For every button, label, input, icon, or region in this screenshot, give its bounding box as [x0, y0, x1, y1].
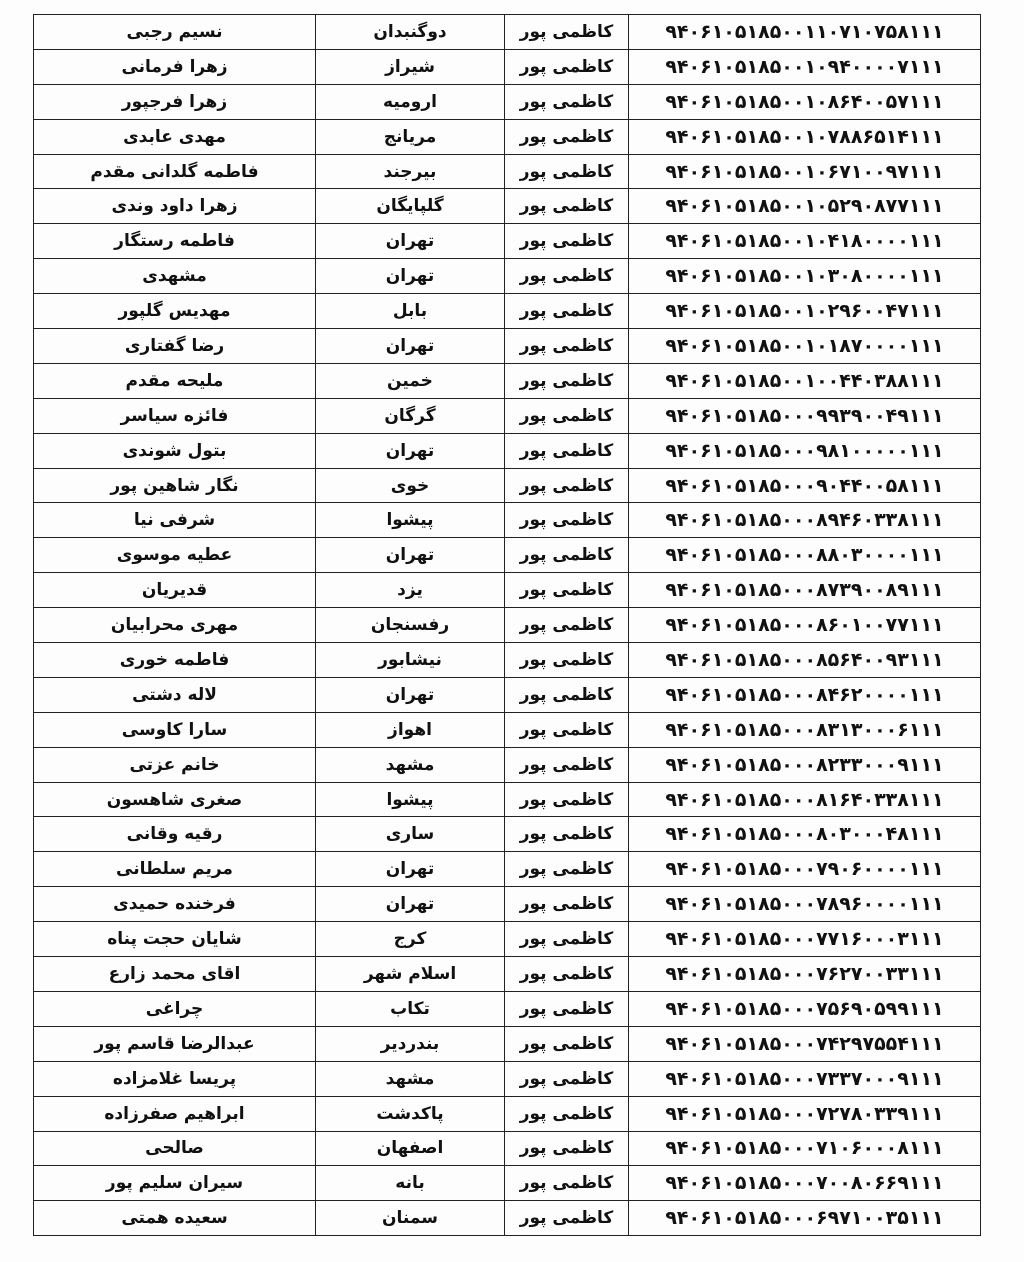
agent-cell: کاظمی پور	[505, 643, 629, 678]
agent-cell: کاظمی پور	[505, 433, 629, 468]
tracking-code-cell: ۹۴۰۶۱۰۵۱۸۵۰۰۰۷۱۰۶۰۰۰۸۱۱۱	[629, 1131, 981, 1166]
agent-cell: کاظمی پور	[505, 1061, 629, 1096]
table-row	[34, 84, 981, 119]
recipient-name-cell: صغری شاهسون	[34, 782, 316, 817]
table-row	[34, 1131, 981, 1166]
city-cell: تهران	[316, 538, 505, 573]
agent-cell: کاظمی پور	[505, 84, 629, 119]
table-row	[34, 608, 981, 643]
recipient-name-cell: خانم عزتی	[34, 747, 316, 782]
tracking-code-cell: ۹۴۰۶۱۰۵۱۸۵۰۰۰۸۷۳۹۰۰۸۹۱۱۱	[629, 573, 981, 608]
city-cell: ارومیه	[316, 84, 505, 119]
tracking-code-cell: ۹۴۰۶۱۰۵۱۸۵۰۰۰۸۳۱۳۰۰۰۶۱۱۱	[629, 712, 981, 747]
table-row	[34, 887, 981, 922]
agent-cell: کاظمی پور	[505, 677, 629, 712]
table-row	[34, 643, 981, 678]
agent-cell: کاظمی پور	[505, 957, 629, 992]
tracking-code-cell: ۹۴۰۶۱۰۵۱۸۵۰۰۰۷۴۲۹۷۵۵۴۱۱۱	[629, 1026, 981, 1061]
city-cell: تهران	[316, 677, 505, 712]
agent-cell: کاظمی پور	[505, 1201, 629, 1236]
agent-cell: کاظمی پور	[505, 573, 629, 608]
recipient-name-cell: سارا کاوسی	[34, 712, 316, 747]
city-cell: خوی	[316, 468, 505, 503]
table-row	[34, 922, 981, 957]
table-row	[34, 398, 981, 433]
recipient-name-cell: مهدی عابدی	[34, 119, 316, 154]
table-row	[34, 817, 981, 852]
tracking-code-cell: ۹۴۰۶۱۰۵۱۸۵۰۰۰۸۰۳۰۰۰۴۸۱۱۱	[629, 817, 981, 852]
city-cell: پیشوا	[316, 503, 505, 538]
recipient-name-cell: مهری محرابیان	[34, 608, 316, 643]
tracking-code-cell: ۹۴۰۶۱۰۵۱۸۵۰۰۱۰۴۱۸۰۰۰۰۱۱۱	[629, 224, 981, 259]
tracking-code-cell: ۹۴۰۶۱۰۵۱۸۵۰۰۰۸۴۶۲۰۰۰۰۱۱۱	[629, 677, 981, 712]
city-cell: رفسنجان	[316, 608, 505, 643]
table-row	[34, 49, 981, 84]
agent-cell: کاظمی پور	[505, 224, 629, 259]
recipient-name-cell: چراغی	[34, 991, 316, 1026]
city-cell: پاکدشت	[316, 1096, 505, 1131]
recipient-name-cell: مریم سلطانی	[34, 852, 316, 887]
recipient-name-cell: فاطمه گلدانی مقدم	[34, 154, 316, 189]
table-row	[34, 1201, 981, 1236]
city-cell: اصفهان	[316, 1131, 505, 1166]
table-row	[34, 957, 981, 992]
city-cell: تهران	[316, 887, 505, 922]
recipient-name-cell: شرفی نیا	[34, 503, 316, 538]
city-cell: ساری	[316, 817, 505, 852]
recipient-name-cell: زهرا فرجپور	[34, 84, 316, 119]
table-row	[34, 433, 981, 468]
table-row	[34, 677, 981, 712]
agent-cell: کاظمی پور	[505, 1131, 629, 1166]
agent-cell: کاظمی پور	[505, 154, 629, 189]
agent-cell: کاظمی پور	[505, 782, 629, 817]
city-cell: خمین	[316, 363, 505, 398]
recipient-name-cell: نسیم رجبی	[34, 15, 316, 50]
recipient-name-cell: نگار شاهین پور	[34, 468, 316, 503]
tracking-code-cell: ۹۴۰۶۱۰۵۱۸۵۰۰۰۷۳۳۷۰۰۰۹۱۱۱	[629, 1061, 981, 1096]
table-row	[34, 747, 981, 782]
tracking-code-cell: ۹۴۰۶۱۰۵۱۸۵۰۰۰۷۰۰۸۰۶۶۹۱۱۱	[629, 1166, 981, 1201]
tracking-code-cell: ۹۴۰۶۱۰۵۱۸۵۰۰۰۷۸۹۶۰۰۰۰۱۱۱	[629, 887, 981, 922]
agent-cell: کاظمی پور	[505, 189, 629, 224]
city-cell: نیشابور	[316, 643, 505, 678]
tracking-code-cell: ۹۴۰۶۱۰۵۱۸۵۰۰۱۰۷۸۸۶۵۱۴۱۱۱	[629, 119, 981, 154]
table-row	[34, 15, 981, 50]
city-cell: اسلام شهر	[316, 957, 505, 992]
table-row	[34, 259, 981, 294]
table-row	[34, 294, 981, 329]
tracking-code-cell: ۹۴۰۶۱۰۵۱۸۵۰۰۰۷۵۶۹۰۵۹۹۱۱۱	[629, 991, 981, 1026]
agent-cell: کاظمی پور	[505, 329, 629, 364]
tracking-code-cell: ۹۴۰۶۱۰۵۱۸۵۰۰۱۰۶۷۱۰۰۹۷۱۱۱	[629, 154, 981, 189]
city-cell: کرج	[316, 922, 505, 957]
city-cell: مریانج	[316, 119, 505, 154]
table-row	[34, 782, 981, 817]
agent-cell: کاظمی پور	[505, 608, 629, 643]
table-row	[34, 538, 981, 573]
tracking-code-cell: ۹۴۰۶۱۰۵۱۸۵۰۰۰۸۵۶۴۰۰۹۳۱۱۱	[629, 643, 981, 678]
agent-cell: کاظمی پور	[505, 49, 629, 84]
table-row	[34, 503, 981, 538]
tracking-code-cell: ۹۴۰۶۱۰۵۱۸۵۰۰۱۰۲۹۶۰۰۴۷۱۱۱	[629, 294, 981, 329]
tracking-code-cell: ۹۴۰۶۱۰۵۱۸۵۰۰۰۷۲۷۸۰۳۳۹۱۱۱	[629, 1096, 981, 1131]
recipient-name-cell: عبدالرضا قاسم پور	[34, 1026, 316, 1061]
recipient-name-cell: عطیه موسوی	[34, 538, 316, 573]
city-cell: گرگان	[316, 398, 505, 433]
recipient-name-cell: زهرا داود وندی	[34, 189, 316, 224]
table-row	[34, 1096, 981, 1131]
city-cell: تکاب	[316, 991, 505, 1026]
tracking-code-cell: ۹۴۰۶۱۰۵۱۸۵۰۰۱۰۹۴۰۰۰۰۷۱۱۱	[629, 49, 981, 84]
table-row	[34, 468, 981, 503]
agent-cell: کاظمی پور	[505, 294, 629, 329]
agent-cell: کاظمی پور	[505, 363, 629, 398]
city-cell: سمنان	[316, 1201, 505, 1236]
records-table	[33, 14, 981, 1236]
table-row	[34, 712, 981, 747]
recipient-name-cell: فرخنده حمیدی	[34, 887, 316, 922]
city-cell: تهران	[316, 259, 505, 294]
tracking-code-cell: ۹۴۰۶۱۰۵۱۸۵۰۰۱۰۳۰۸۰۰۰۰۱۱۱	[629, 259, 981, 294]
table-row	[34, 329, 981, 364]
city-cell: پیشوا	[316, 782, 505, 817]
table-row	[34, 154, 981, 189]
agent-cell: کاظمی پور	[505, 468, 629, 503]
city-cell: مشهد	[316, 747, 505, 782]
tracking-code-cell: ۹۴۰۶۱۰۵۱۸۵۰۰۰۹۸۱۰۰۰۰۰۱۱۱	[629, 433, 981, 468]
table-row	[34, 573, 981, 608]
agent-cell: کاظمی پور	[505, 817, 629, 852]
agent-cell: کاظمی پور	[505, 887, 629, 922]
recipient-name-cell: فائزه سیاسر	[34, 398, 316, 433]
table-row	[34, 1061, 981, 1096]
city-cell: یزد	[316, 573, 505, 608]
recipient-name-cell: زهرا فرمانی	[34, 49, 316, 84]
agent-cell: کاظمی پور	[505, 538, 629, 573]
agent-cell: کاظمی پور	[505, 259, 629, 294]
table-row	[34, 1026, 981, 1061]
recipient-name-cell: اقای محمد زارع	[34, 957, 316, 992]
agent-cell: کاظمی پور	[505, 1166, 629, 1201]
city-cell: اهواز	[316, 712, 505, 747]
recipient-name-cell: ابراهیم صفرزاده	[34, 1096, 316, 1131]
tracking-code-cell: ۹۴۰۶۱۰۵۱۸۵۰۰۰۷۶۲۷۰۰۳۳۱۱۱	[629, 957, 981, 992]
city-cell: مشهد	[316, 1061, 505, 1096]
tracking-code-cell: ۹۴۰۶۱۰۵۱۸۵۰۰۰۹۹۳۹۰۰۴۹۱۱۱	[629, 398, 981, 433]
records-table-body	[34, 15, 981, 1236]
recipient-name-cell: فاطمه خوری	[34, 643, 316, 678]
tracking-code-cell: ۹۴۰۶۱۰۵۱۸۵۰۰۰۸۸۰۳۰۰۰۰۱۱۱	[629, 538, 981, 573]
agent-cell: کاظمی پور	[505, 991, 629, 1026]
city-cell: تهران	[316, 852, 505, 887]
table-row	[34, 189, 981, 224]
tracking-code-cell: ۹۴۰۶۱۰۵۱۸۵۰۰۰۹۰۴۴۰۰۵۸۱۱۱	[629, 468, 981, 503]
city-cell: بیرجند	[316, 154, 505, 189]
tracking-code-cell: ۹۴۰۶۱۰۵۱۸۵۰۰۰۸۲۳۳۰۰۰۹۱۱۱	[629, 747, 981, 782]
tracking-code-cell: ۹۴۰۶۱۰۵۱۸۵۰۰۰۸۶۰۱۰۰۷۷۱۱۱	[629, 608, 981, 643]
tracking-code-cell: ۹۴۰۶۱۰۵۱۸۵۰۰۱۰۸۶۴۰۰۵۷۱۱۱	[629, 84, 981, 119]
recipient-name-cell: سیران سلیم پور	[34, 1166, 316, 1201]
agent-cell: کاظمی پور	[505, 503, 629, 538]
agent-cell: کاظمی پور	[505, 398, 629, 433]
agent-cell: کاظمی پور	[505, 747, 629, 782]
recipient-name-cell: صالحی	[34, 1131, 316, 1166]
recipient-name-cell: پریسا غلامزاده	[34, 1061, 316, 1096]
recipient-name-cell: بتول شوندی	[34, 433, 316, 468]
table-row	[34, 119, 981, 154]
city-cell: بابل	[316, 294, 505, 329]
recipient-name-cell: لاله دشتی	[34, 677, 316, 712]
tracking-code-cell: ۹۴۰۶۱۰۵۱۸۵۰۰۰۷۷۱۶۰۰۰۳۱۱۱	[629, 922, 981, 957]
agent-cell: کاظمی پور	[505, 922, 629, 957]
table-row	[34, 1166, 981, 1201]
tracking-code-cell: ۹۴۰۶۱۰۵۱۸۵۰۰۱۰۵۲۹۰۸۷۷۱۱۱	[629, 189, 981, 224]
tracking-code-cell: ۹۴۰۶۱۰۵۱۸۵۰۰۰۸۹۴۶۰۳۳۸۱۱۱	[629, 503, 981, 538]
recipient-name-cell: مشهدی	[34, 259, 316, 294]
city-cell: گلپایگان	[316, 189, 505, 224]
agent-cell: کاظمی پور	[505, 852, 629, 887]
recipient-name-cell: شایان حجت پناه	[34, 922, 316, 957]
recipient-name-cell: قدیریان	[34, 573, 316, 608]
recipient-name-cell: رضا گفتاری	[34, 329, 316, 364]
agent-cell: کاظمی پور	[505, 712, 629, 747]
tracking-code-cell: ۹۴۰۶۱۰۵۱۸۵۰۰۱۱۰۷۱۰۷۵۸۱۱۱	[629, 15, 981, 50]
table-row	[34, 852, 981, 887]
table-row	[34, 991, 981, 1026]
recipient-name-cell: مهدیس گلپور	[34, 294, 316, 329]
agent-cell: کاظمی پور	[505, 15, 629, 50]
city-cell: تهران	[316, 433, 505, 468]
agent-cell: کاظمی پور	[505, 1026, 629, 1061]
table-row	[34, 363, 981, 398]
city-cell: بانه	[316, 1166, 505, 1201]
recipient-name-cell: فاطمه رستگار	[34, 224, 316, 259]
recipient-name-cell: ملیحه مقدم	[34, 363, 316, 398]
city-cell: دوگنبدان	[316, 15, 505, 50]
city-cell: تهران	[316, 224, 505, 259]
tracking-code-cell: ۹۴۰۶۱۰۵۱۸۵۰۰۰۸۱۶۴۰۳۳۸۱۱۱	[629, 782, 981, 817]
table-row	[34, 224, 981, 259]
agent-cell: کاظمی پور	[505, 1096, 629, 1131]
recipient-name-cell: سعیده همتی	[34, 1201, 316, 1236]
tracking-code-cell: ۹۴۰۶۱۰۵۱۸۵۰۰۰۶۹۷۱۰۰۳۵۱۱۱	[629, 1201, 981, 1236]
tracking-code-cell: ۹۴۰۶۱۰۵۱۸۵۰۰۱۰۱۸۷۰۰۰۰۱۱۱	[629, 329, 981, 364]
city-cell: تهران	[316, 329, 505, 364]
tracking-code-cell: ۹۴۰۶۱۰۵۱۸۵۰۰۱۰۰۴۴۰۳۸۸۱۱۱	[629, 363, 981, 398]
city-cell: شیراز	[316, 49, 505, 84]
agent-cell: کاظمی پور	[505, 119, 629, 154]
recipient-name-cell: رقیه وقانی	[34, 817, 316, 852]
tracking-code-cell: ۹۴۰۶۱۰۵۱۸۵۰۰۰۷۹۰۶۰۰۰۰۱۱۱	[629, 852, 981, 887]
city-cell: بندردیر	[316, 1026, 505, 1061]
